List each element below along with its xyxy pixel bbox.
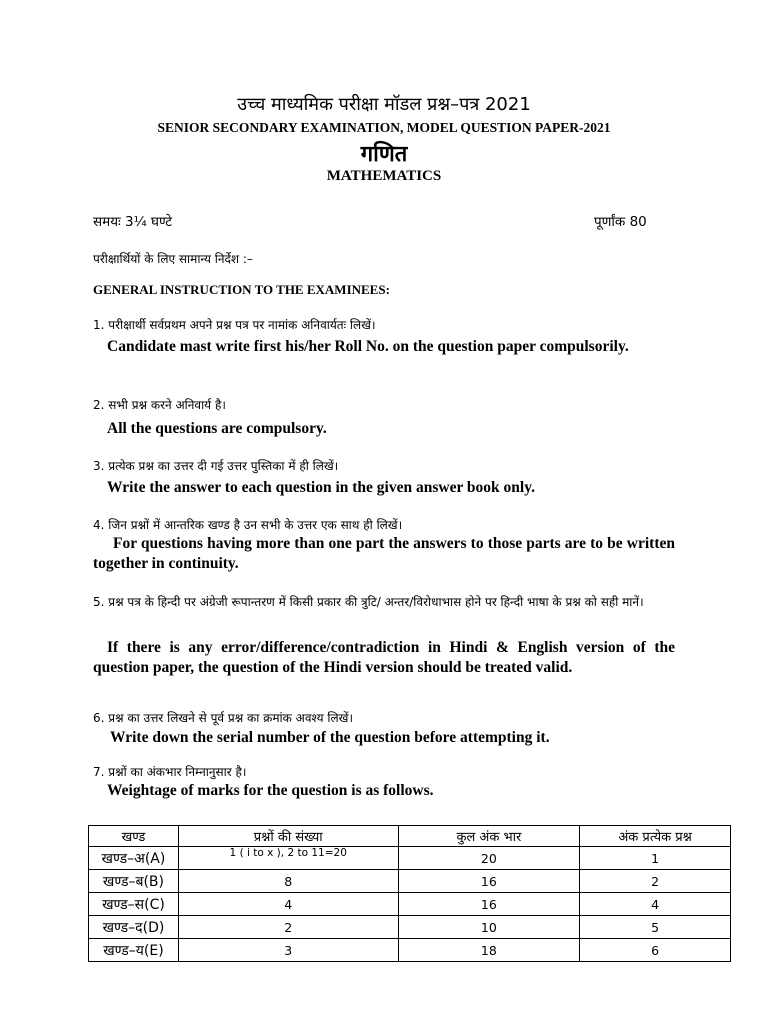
header-question-count: प्रश्नों की संख्या <box>178 826 398 847</box>
header-section: खण्ड <box>89 826 179 847</box>
marks-per-question-cell: 6 <box>580 939 731 962</box>
question-count-cell: 2 <box>178 916 398 939</box>
instruction-6-english: Write down the serial number of the question before attempting it. <box>110 729 550 746</box>
table-row <box>89 847 731 870</box>
section-cell: खण्ड–स(C) <box>89 893 179 916</box>
marks-per-question-cell: 4 <box>580 893 731 916</box>
time-allowed: समयः 3¼ घण्टे <box>93 214 173 230</box>
total-marks-cell: 18 <box>398 939 580 962</box>
table-row <box>89 893 731 916</box>
section-cell: खण्ड–द(D) <box>89 916 179 939</box>
instruction-3-hindi: 3. प्रत्येक प्रश्न का उत्तर दी गई उत्तर पुस्तिका में ही लिखें। <box>93 459 339 473</box>
table-row <box>89 939 731 962</box>
marks-per-question-cell: 5 <box>580 916 731 939</box>
total-marks-cell: 16 <box>398 893 580 916</box>
marks-per-question-cell: 1 <box>580 847 731 870</box>
marks-distribution-table <box>88 825 731 962</box>
total-marks-cell: 16 <box>398 870 580 893</box>
section-cell: खण्ड–ब(B) <box>89 870 179 893</box>
maximum-marks: पूर्णांक 80 <box>594 214 647 230</box>
title-english: SENIOR SECONDARY EXAMINATION, MODEL QUESTION PAPER-2021 <box>157 120 611 135</box>
question-count-cell: 8 <box>178 870 398 893</box>
instruction-4-english: For questions having more than one part the answers to those parts are to be written together in continuity. <box>93 535 675 572</box>
general-instructions-heading-english: GENERAL INSTRUCTION TO THE EXAMINEES: <box>93 282 390 297</box>
question-count-cell: 3 <box>178 939 398 962</box>
instruction-5-hindi: 5. प्रश्न पत्र के हिन्दी पर अंग्रेजी रूपान्तरण में किसी प्रकार की त्रुटि/ अन्तर/विरोधाभास होने पर हिन्दी भाषा के प्रश्न को सही मानें। <box>93 595 644 609</box>
table-row <box>89 916 731 939</box>
general-instructions-heading-hindi: परीक्षार्थियों के लिए सामान्य निर्देश :– <box>93 252 253 266</box>
table-header-row <box>89 826 731 847</box>
question-count-cell: 4 <box>178 893 398 916</box>
table-row <box>89 870 731 893</box>
instruction-5-english: If there is any error/difference/contradiction in Hindi & English version of the question paper, the question of the Hindi version should be treated valid. <box>93 639 675 676</box>
total-marks-cell: 20 <box>398 847 580 870</box>
instruction-2-hindi: 2. सभी प्रश्न करने अनिवार्य है। <box>93 398 226 412</box>
total-marks-cell: 10 <box>398 916 580 939</box>
instruction-1-english: Candidate mast write first his/her Roll No. on the question paper compulsorily. <box>107 338 629 355</box>
marks-per-question-cell: 2 <box>580 870 731 893</box>
subject-english: MATHEMATICS <box>326 168 442 184</box>
section-cell: खण्ड–अ(A) <box>89 847 179 870</box>
instruction-1-hindi: 1. परीक्षार्थी सर्वप्रथम अपने प्रश्न पत्र पर नामांक अनिवार्यतः लिखें। <box>93 318 376 332</box>
instruction-6-hindi: 6. प्रश्न का उत्तर लिखने से पूर्व प्रश्न का क्रमांक अवश्य लिखें। <box>93 711 354 725</box>
header-marks-per-question: अंक प्रत्येक प्रश्न <box>580 826 731 847</box>
title-hindi: उच्च माध्यमिक परीक्षा मॉडल प्रश्न–पत्र 2021 <box>237 94 531 115</box>
instruction-2-english: All the questions are compulsory. <box>107 420 327 437</box>
section-cell: खण्ड–य(E) <box>89 939 179 962</box>
instruction-3-english: Write the answer to each question in the given answer book only. <box>107 479 535 496</box>
question-count-cell: 1 ( i to x ), 2 to 11=20 <box>178 847 398 870</box>
header-total-marks: कुल अंक भार <box>398 826 580 847</box>
subject-hindi: गणित <box>360 142 408 167</box>
instruction-7-english: Weightage of marks for the question is as follows. <box>107 782 434 799</box>
instruction-4-hindi: 4. जिन प्रश्नों में आन्तरिक खण्ड है उन सभी के उत्तर एक साथ ही लिखें। <box>93 518 403 532</box>
instruction-7-hindi: 7. प्रश्नों का अंकभार निम्नानुसार है। <box>93 765 247 779</box>
